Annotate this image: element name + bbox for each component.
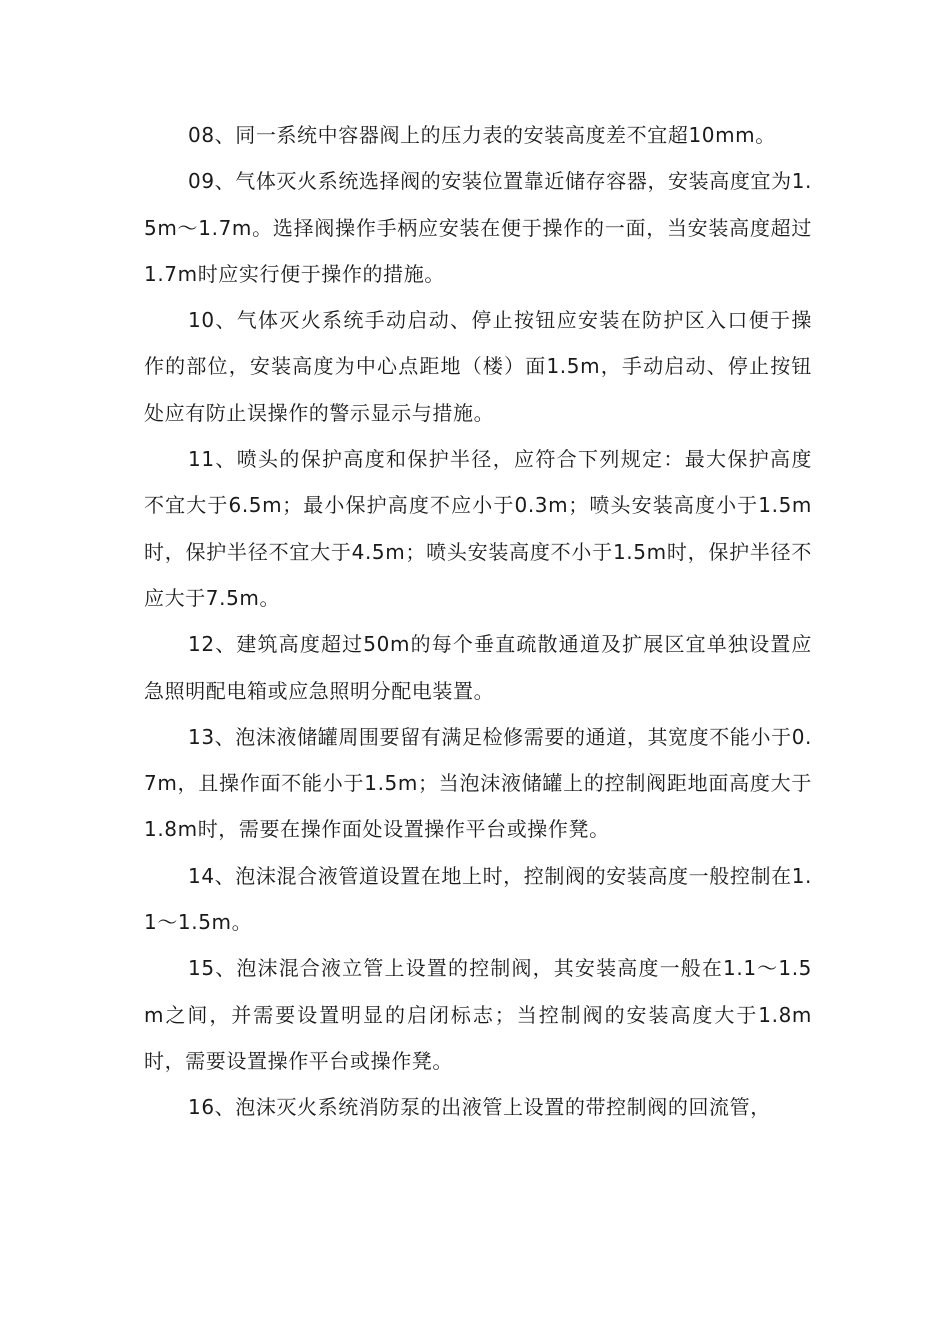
paragraph-09: 09、气体灭火系统选择阀的安装位置靠近储存容器，安装高度宜为1.5m～1.7m。选择阀操作手柄应安装在便于操作的一面，当安装高度超过1.7m时应实行便于操作的措施。 [144, 169, 812, 286]
document-body [144, 112, 812, 1131]
paragraph-13: 13、泡沫液储罐周围要留有满足检修需要的通道，其宽度不能小于0.7m，且操作面不能小于1.5m；当泡沫液储罐上的控制阀距地面高度大于1.8m时，需要在操作面处设置操作平台或操作凳。 [144, 724, 812, 842]
paragraph-15: 15、泡沫混合液立管上设置的控制阀，其安装高度一般在1.1～1.5m之间，并需要设置明显的启闭标志；当控制阀的安装高度大于1.8m时，需要设置操作平台或操作凳。 [144, 956, 812, 1073]
paragraph-10: 10、气体灭火系统手动启动、停止按钮应安装在防护区入口便于操作的部位，安装高度为中心点距地（楼）面1.5m，手动启动、停止按钮处应有防止误操作的警示显示与措施。 [144, 308, 812, 425]
paragraph-11: 11、喷头的保护高度和保护半径，应符合下列规定：最大保护高度不宜大于6.5m；最小保护高度不应小于0.3m；喷头安装高度小于1.5m时，保护半径不宜大于4.5m；喷头安装高度不小于1.5m时，保护半径不应大于7.5m。 [144, 447, 812, 610]
paragraph-08: 08、同一系统中容器阀上的压力表的安装高度差不宜超10mm。 [188, 123, 776, 147]
paragraph-16: 16、泡沫灭火系统消防泵的出液管上设置的带控制阀的回流管， [188, 1095, 771, 1120]
paragraph-12: 12、建筑高度超过50m的每个垂直疏散通道及扩展区宜单独设置应急照明配电箱或应急照明分配电装置。 [144, 632, 812, 703]
paragraph-14: 14、泡沫混合液管道设置在地上时，控制阀的安装高度一般控制在1.1～1.5m。 [144, 863, 812, 935]
